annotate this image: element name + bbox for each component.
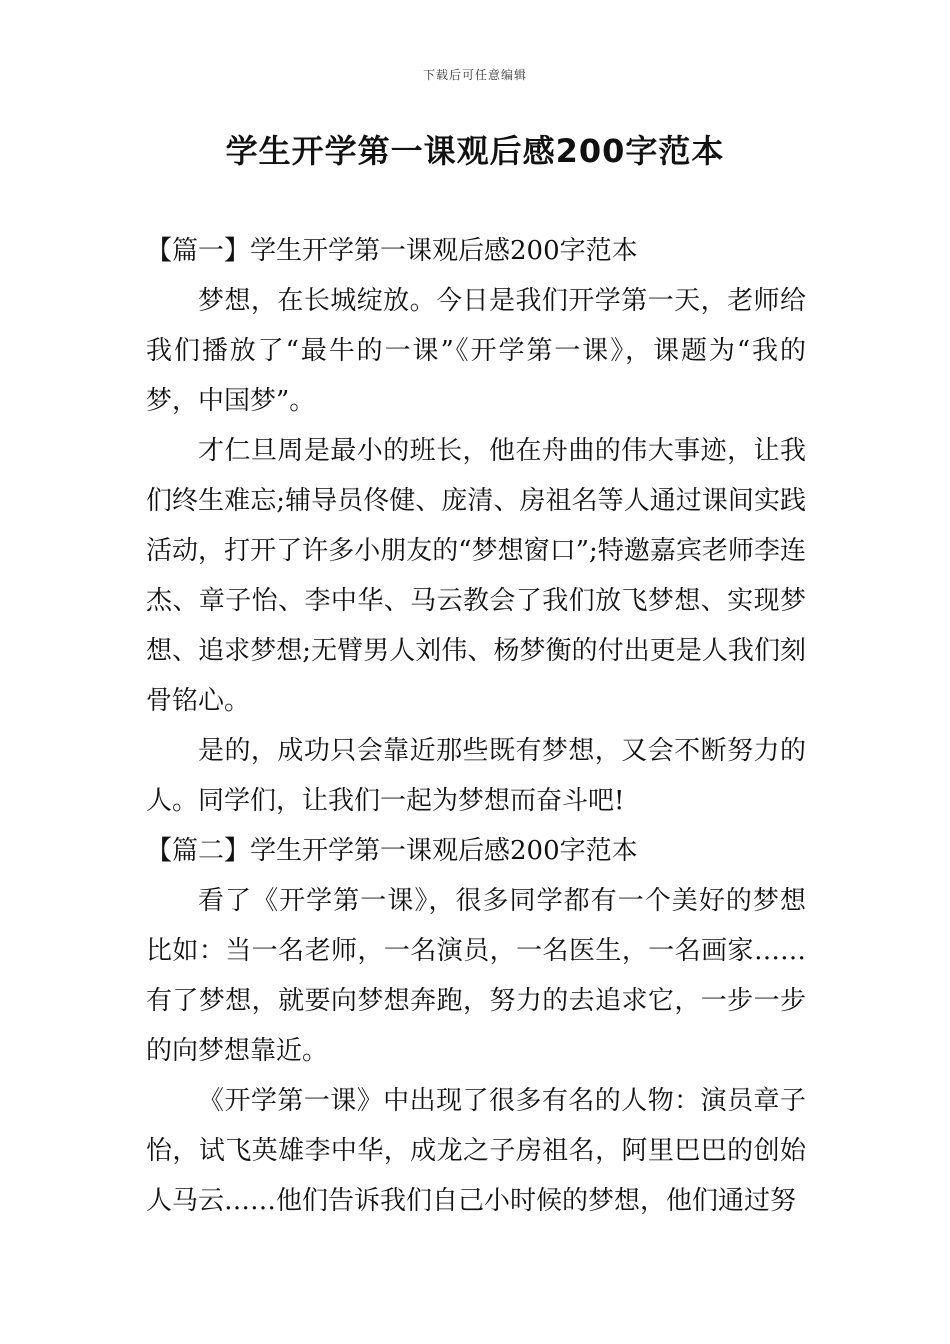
header-note: 下载后可任意编辑 — [422, 68, 527, 82]
document-title: 学生开学第一课观后感200字范本 — [225, 132, 725, 170]
paragraph: 是的，成功只会靠近那些既有梦想，又会不断努力的人。同学们，让我们一起为梦想而奋斗吧! — [146, 736, 806, 816]
paragraph: 看了《开学第一课》，很多同学都有一个美好的梦想比如：当一名老师，一名演员，一名医生，一名画家……有了梦想，就要向梦想奔跑，努力的去追求它，一步一步的向梦想靠近。 — [146, 886, 806, 1066]
paragraph: 《开学第一课》中出现了很多有名的人物：演员章子怡，试飞英雄李中华，成龙之子房祖名，阿里巴巴的创始人马云……他们告诉我们自己小时候的梦想，他们通过努 — [146, 1086, 806, 1216]
section-heading-2: 【篇二】学生开学第一课观后感200字范本 — [146, 836, 638, 866]
section-heading-1: 【篇一】学生开学第一课观后感200字范本 — [146, 236, 638, 266]
document-body — [146, 226, 806, 1226]
paragraph: 梦想，在长城绽放。今日是我们开学第一天，老师给我们播放了“最牛的一课”《开学第一课》，课题为“我的梦，中国梦”。 — [146, 286, 806, 416]
paragraph: 才仁旦周是最小的班长，他在舟曲的伟大事迹，让我们终生难忘;辅导员佟健、庞清、房祖名等人通过课间实践活动，打开了许多小朋友的“梦想窗口”;特邀嘉宾老师李连杰、章子怡、李中华、马云教会了我们放飞梦想、实现梦想、追求梦想;无臂男人刘伟、杨梦衡的付出更是人我们刻骨铭心。 — [146, 436, 806, 716]
